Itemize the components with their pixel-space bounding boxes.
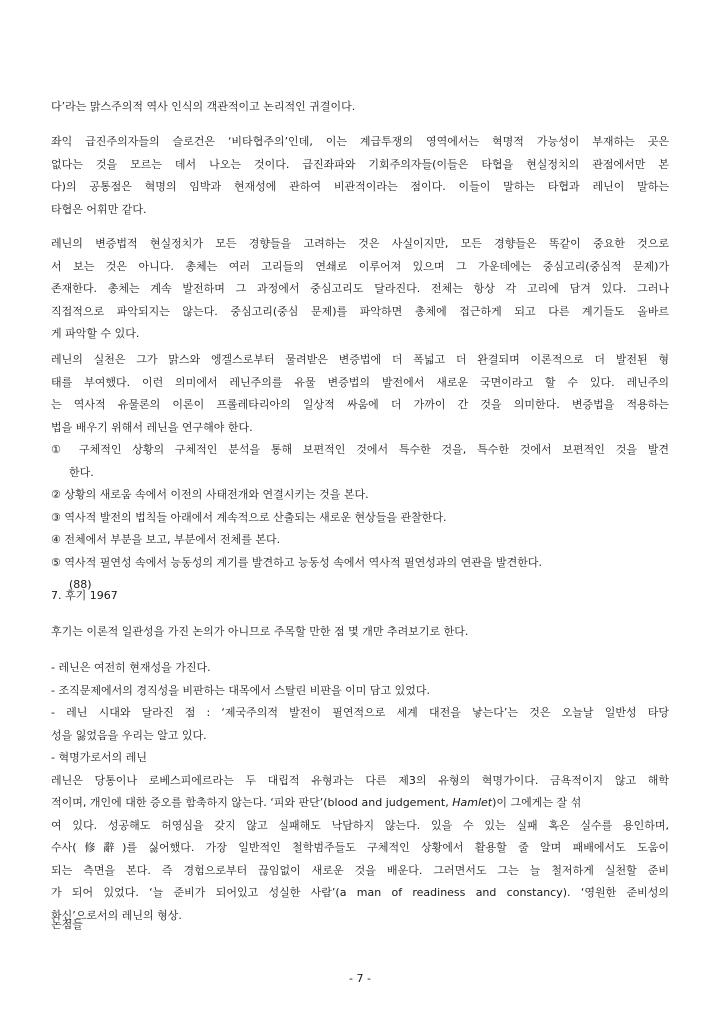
text-line: 좌익 급진주의자들의 슬로건은 ‘비타협주의’인데, 이는 계급투쟁의 영역에서는 혁명적 가능성이 부재하는 곳은 xyxy=(51,135,669,148)
text-line: 후기는 이론적 일관성을 가진 논의가 아니므로 주목할 만한 점 몇 개만 추려보기로 한다. xyxy=(51,625,469,638)
postscript-points xyxy=(51,657,669,927)
paragraph-issues xyxy=(51,914,669,937)
text-line: 레닌은 당통이나 로베스피에르라는 두 대립적 유형과는 다른 제3의 유형의 혁명가이다. 금욕적이지 않고 해학 xyxy=(51,773,669,787)
dash-item: - 조직문제에서의 경직성을 비판하는 대목에서 스탈린 비판을 이미 담고 있었다. xyxy=(51,683,430,697)
text-line: 레닌의 실천은 그가 맑스와 엥겔스로부터 물려받은 변증법에 더 폭넓고 더 완결되며 이론적으로 더 발전된 형 xyxy=(51,353,669,366)
list-item: ② 상황의 새로움 속에서 이전의 사태전개와 연결시키는 것을 본다. xyxy=(51,488,369,501)
paragraph-dialectics xyxy=(51,233,669,346)
text-line: 수사(修辭)를 싫어했다. 가장 일반적인 철학범주들도 구체적인 상황에서 활용할 줄 알며 패배에서도 도움이 xyxy=(51,841,669,854)
text-line: 화신’으로서의 레닌의 형상. xyxy=(51,908,182,922)
text-line: 다)의 공통점은 혁명의 임박과 현재성에 관하여 비관적이라는 점이다. 이들이 말하는 타협과 레닌이 말하는 xyxy=(51,180,669,193)
paragraph-ultraleft xyxy=(51,131,669,221)
text-line-hamlet xyxy=(51,792,669,815)
list-item: ① 구체적인 상황의 구체적인 분석을 통해 보편적인 것에서 특수한 것을, 특수한 것에서 보편적인 것을 발견 xyxy=(51,443,669,456)
text-line: 법을 배우기 위해서 레닌을 연구해야 한다. xyxy=(51,420,253,434)
list-item: ⑤ 역사적 필연성 속에서 능동성의 계기를 발견하고 능동성 속에서 역사적 필연성과의 연관을 발견한다. xyxy=(51,555,542,569)
paragraph-postscript-intro xyxy=(51,621,669,644)
text-line: 다’라는 맑스주의적 역사 인식의 객관적이고 논리적인 귀결이다. xyxy=(51,100,356,113)
dash-item: - 레닌 시대와 달라진 점 : ‘제국주의적 발전이 필연적으로 세계 대전을 낳는다’는 것은 오늘날 일반성 타당 xyxy=(51,706,669,719)
list-item: ③ 역사적 발전의 법칙들 아래에서 계속적으로 산출되는 새로운 현상들을 관찰한다. xyxy=(51,510,447,524)
hamlet-italic: Hamlet xyxy=(452,796,493,809)
dash-item-continuation: 성을 잃었음을 우리는 알고 있다. xyxy=(51,728,207,742)
text-fragment: 적이며, 개인에 대한 증오를 함축하지 않는다. ‘피와 판단’(blood and judgement, xyxy=(51,796,453,809)
text-fragment: )이 그에게는 잘 섞 xyxy=(492,796,582,809)
list-item: ④ 전체에서 부분을 보고, 부분에서 전체를 본다. xyxy=(51,533,281,546)
text-line: 서 보는 것은 아니다. 총체는 여러 고리들의 연쇄로 이루어져 있으며 그 가운데에는 중심고리(중심적 문제)가 xyxy=(51,259,669,273)
dash-item: - 혁명가로서의 레닌 xyxy=(51,751,147,764)
text-line: 없다는 것을 모르는 데서 나오는 것이다. 급진좌파와 기회주의자들(이들은 타협을 현실정치의 관점에서만 본 xyxy=(51,157,669,171)
text-line: 직접적으로 파악되지는 않는다. 중심고리(중심 문제)를 파악하면 총체에 접근하게 되고 다른 계기들도 올바르 xyxy=(51,304,669,318)
section-heading xyxy=(51,585,669,608)
paragraph-conclusion xyxy=(51,96,669,119)
text-line: 타협은 어휘만 같다. xyxy=(51,202,147,216)
page-number: - 7 - xyxy=(349,972,371,985)
section-title: 7. 후기 1967 xyxy=(51,589,118,602)
text-line: 논점들 xyxy=(51,918,83,931)
text-line: 레닌의 변증법적 현실정치가 모든 경향들을 고려하는 것은 사실이지만, 모든 경향들은 똑같이 중요한 것으로 xyxy=(51,237,669,250)
text-line: 여 있다. 성공해도 허영심을 갖지 않고 실패해도 낙담하지 않는다. 있을 수 있는 실패 혹은 실수를 용인하며, xyxy=(51,818,669,832)
text-line: 가 되어 있었다. ‘늘 준비가 되어있고 성실한 사람’(a man of readiness and constancy). ‘영원한 준비성의 xyxy=(51,886,669,899)
list-item-continuation: 한다. xyxy=(69,465,94,479)
text-line: 존재한다. 총체는 계속 발전하며 그 과정에서 중심고리도 달라진다. 전체는 항상 각 고리에 담겨 있다. 그러나 xyxy=(51,282,669,295)
text-line: 게 파악할 수 있다. xyxy=(51,327,140,340)
text-line: 태를 부여했다. 이런 의미에서 레닌주의를 유물 변증법의 발전에서 새로운 국면이라고 할 수 있다. 레닌주의 xyxy=(51,375,669,389)
paragraph-leninism xyxy=(51,349,669,597)
dash-item: - 레닌은 여전히 현재성을 가진다. xyxy=(51,661,211,674)
text-line: 는 역사적 유물론의 이론이 프롤레타리아의 일상적 싸움에 더 가까이 간 것을 의미한다. 변증법을 적용하는 xyxy=(51,398,669,411)
footnote-ref: (88) xyxy=(69,578,92,591)
text-line: 되는 측면을 본다. 즉 경험으로부터 끊임없이 새로운 것을 배운다. 그러면서도 그는 늘 철저하게 실천할 준비 xyxy=(51,863,669,877)
